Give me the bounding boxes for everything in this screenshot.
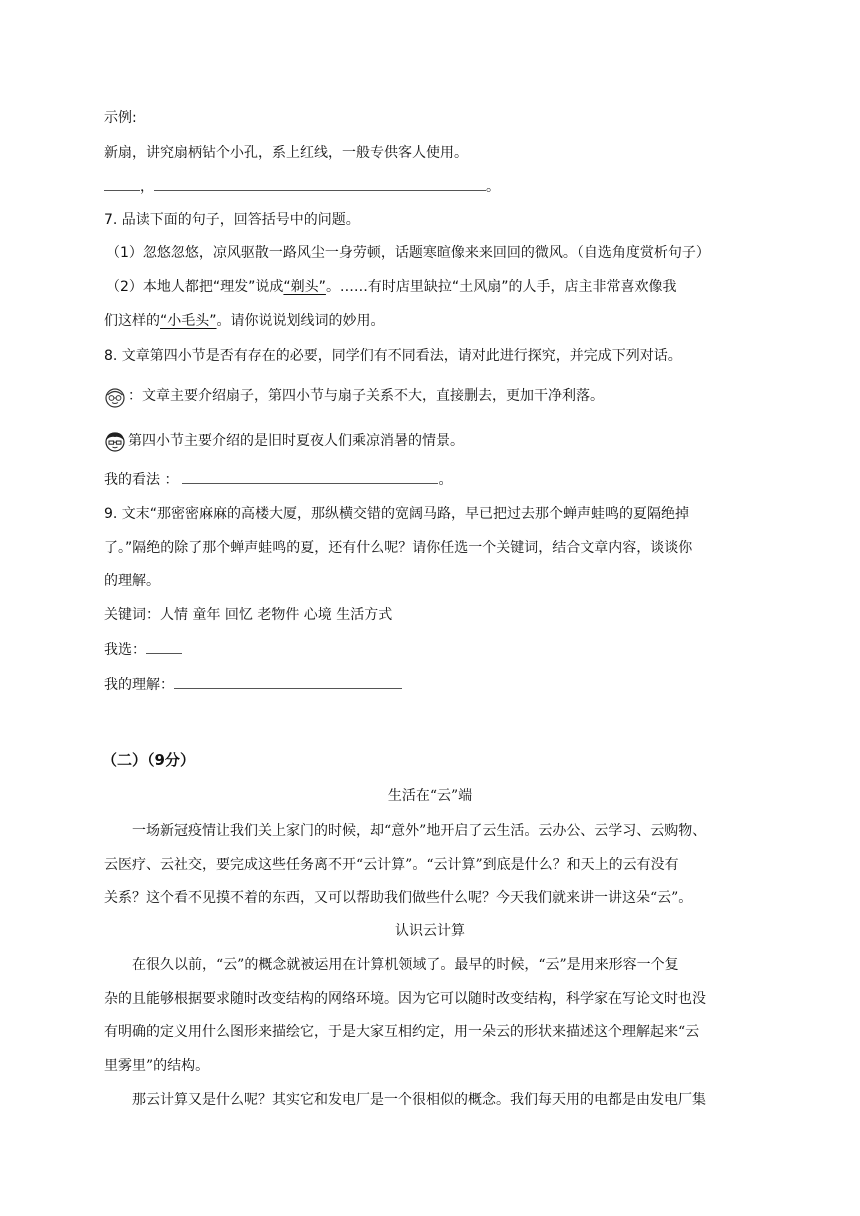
- q7-2-text-d: 。请你说说划线词的妙用。: [216, 313, 385, 329]
- question-7-part-1: （1）忽悠忽悠，凉风驱散一路风尘一身劳顿，话题寒暄像来来回回的微风。（自选角度赏析句子）: [106, 245, 710, 261]
- paragraph-1-line-3: 关系？这个看不见摸不着的东西，又可以帮助我们做些什么呢？今天我们就来讲一讲这朵“云”。: [104, 890, 693, 906]
- underlined-word-titou: “剃头”: [283, 279, 326, 295]
- choose-blank[interactable]: [146, 639, 182, 654]
- student-avatar-icon: [104, 430, 126, 452]
- choose-label: 我选：: [104, 642, 146, 658]
- q7-2-text-a: （2）本地人都把“理发”说成: [106, 279, 284, 295]
- answer-blank-short[interactable]: [104, 176, 140, 191]
- paragraph-3-line-1: 那云计算又是什么呢？其实它和发电厂是一个很相似的概念。我们每天用的电都是由发电厂集: [104, 1092, 706, 1108]
- paragraph-2-line-4: 里雾里”的结构。: [104, 1058, 210, 1074]
- dialog-line-1: ：文章主要介绍扇子，第四小节与扇子关系不大，直接删去，更加干净利落。: [128, 388, 604, 404]
- paragraph-2-line-3: 有明确的定义用什么图形来描绘它，于是大家互相约定，用一朵云的形状来描述这个理解起来“云: [104, 1024, 700, 1040]
- my-view-label: 我的看法 ：: [104, 472, 179, 488]
- elder-avatar-icon: [104, 386, 126, 408]
- paragraph-2-line-2: 杂的且能够根据要求随时改变结构的网络环境。因为它可以随时改变结构，科学家在写论文时也没: [104, 991, 706, 1007]
- question-9-line-2: 了。”隔绝的除了那个蝉声蛙鸣的夏，还有什么呢？请你任选一个关键词，结合文章内容，谈谈你: [104, 540, 693, 556]
- question-7: 7. 品读下面的句子，回答括号中的问题。: [104, 212, 360, 228]
- question-7-part-2-cont: [104, 311, 385, 331]
- section-2-heading: （二）（9分）: [102, 751, 195, 769]
- question-8: 8. 文章第四小节是否有存在的必要，同学们有不同看法，请对此进行探究，并完成下列对话。: [104, 348, 682, 364]
- my-view-blank[interactable]: [182, 469, 438, 484]
- choose-row: [104, 639, 182, 660]
- paragraph-2-line-1: 在很久以前，“云”的概念就被运用在计算机领域了。最早的时候，“云”是用来形容一个复: [104, 957, 679, 973]
- article-subtitle: 认识云计算: [395, 923, 465, 939]
- example-text: 新扇，讲究扇柄钻个小孔，系上红线，一般专供客人使用。: [104, 145, 468, 161]
- blank-comma: ，: [140, 179, 154, 195]
- blank-end: 。: [486, 179, 500, 195]
- example-label: 示例:: [104, 110, 137, 126]
- article-title: 生活在“云”端: [387, 788, 473, 804]
- paragraph-1-line-1: 一场新冠疫情让我们关上家门的时候，却“意外”地开启了云生活。云办公、云学习、云购物、: [104, 823, 707, 839]
- my-view-row: [104, 469, 452, 490]
- my-view-end: 。: [438, 472, 453, 488]
- underlined-word-xiaomaotou: “小毛头”: [160, 313, 217, 329]
- understanding-blank[interactable]: [174, 674, 402, 689]
- paragraph-1-line-2: 云医疗、云社交，要完成这些任务离不开“云计算”。“云计算”到底是什么？和天上的云有没有: [104, 857, 679, 873]
- understanding-row: [104, 674, 402, 695]
- keywords-line: 关键词：人情 童年 回忆 老物件 心境 生活方式: [104, 607, 393, 623]
- question-7-part-2: [106, 277, 676, 297]
- q7-2-text-b: 。……有时店里缺拉“土风扇”的人手，店主非常喜欢像我: [325, 279, 677, 295]
- answer-blank-long[interactable]: [154, 176, 486, 191]
- answer-blank-row: [104, 176, 500, 197]
- question-9-line-3: 的理解。: [104, 573, 160, 589]
- question-9-line-1: 9. 文末“那密密麻麻的高楼大厦，那纵横交错的宽阔马路，早已把过去那个蝉声蛙鸣的夏隔绝掉: [104, 506, 690, 522]
- understand-label: 我的理解：: [104, 677, 174, 693]
- dialog-line-2: 第四小节主要介绍的是旧时夏夜人们乘凉消暑的情景。: [128, 433, 464, 449]
- q7-2-text-c: 们这样的: [104, 313, 160, 329]
